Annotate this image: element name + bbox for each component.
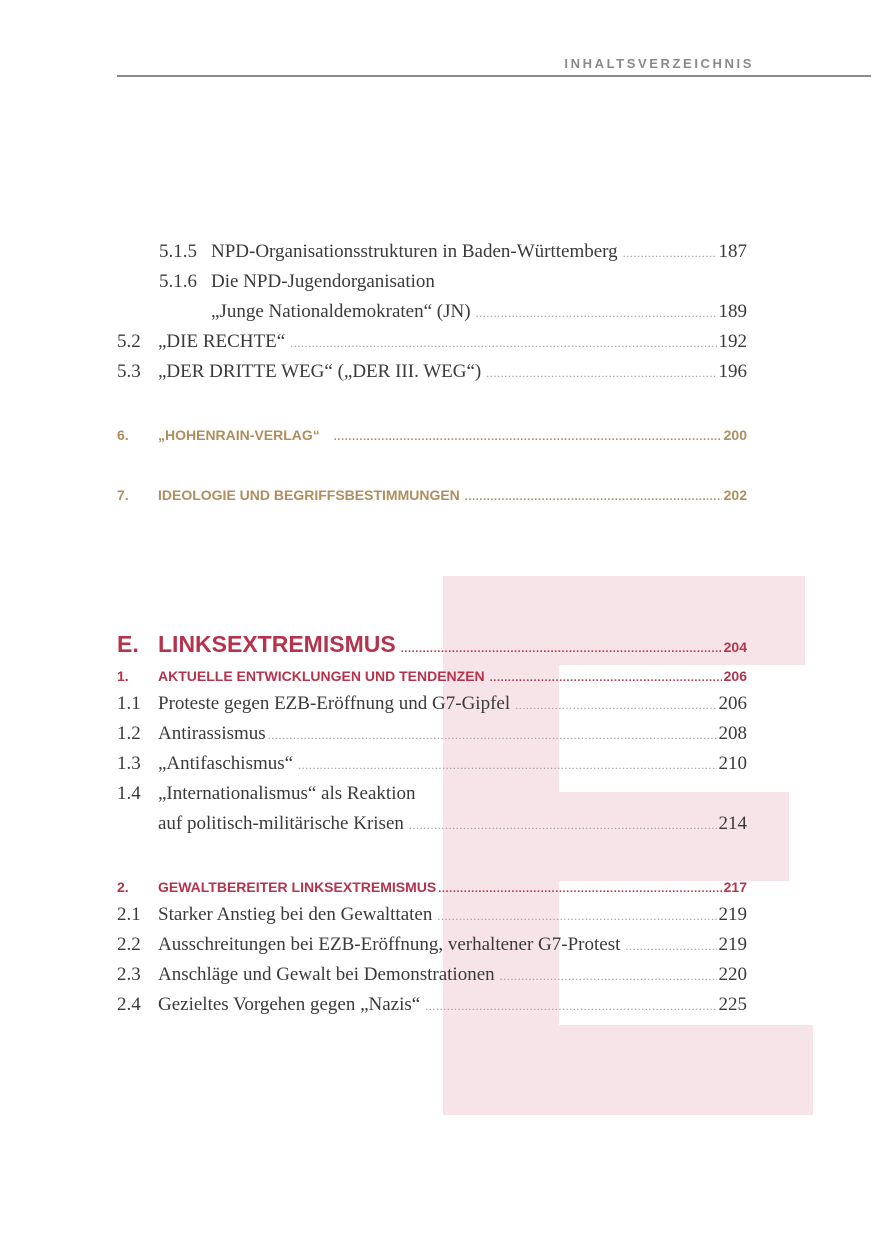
toc-title: „Antifaschismus“: [158, 753, 294, 774]
toc-entry[interactable]: [117, 753, 747, 775]
toc-page: 206: [718, 693, 747, 714]
decorative-letter-e-bottom: [559, 1025, 813, 1115]
toc-number: 1.: [117, 668, 129, 684]
toc-leader: [425, 999, 716, 1014]
toc-page: 200: [723, 427, 747, 443]
toc-page: 208: [718, 723, 747, 744]
toc-title: Antirassismus: [158, 723, 266, 744]
toc-page: 202: [723, 487, 747, 503]
toc-entry[interactable]: [117, 301, 747, 323]
toc-title: Anschläge und Gewalt bei Demonstrationen: [158, 964, 495, 985]
toc-title: NPD-Organisationsstrukturen in Baden-Württemberg: [211, 241, 618, 262]
toc-section[interactable]: [117, 668, 747, 684]
toc-title: Gezieltes Vorgehen gegen „Nazis“: [158, 994, 421, 1015]
toc-number: 2.4: [117, 994, 141, 1015]
toc-title: IDEOLOGIE UND BEGRIFFSBESTIMMUNGEN: [158, 487, 460, 503]
toc-page: 192: [718, 331, 747, 352]
toc-leader: [268, 728, 717, 743]
toc-number: 6.: [117, 427, 129, 443]
toc-number: 5.2: [117, 331, 141, 352]
running-header: INHALTSVERZEICHNIS: [564, 56, 754, 71]
toc-title: „Internationalismus“ als Reaktion: [158, 783, 416, 804]
toc-chapter[interactable]: [117, 631, 747, 658]
toc-entry[interactable]: [117, 783, 747, 805]
toc-page: 217: [723, 879, 747, 895]
toc-title: auf politisch-militärische Krisen: [158, 813, 404, 834]
toc-title: „Junge Nationaldemokraten“ (JN): [211, 301, 471, 322]
toc-number: 1.3: [117, 753, 141, 774]
toc-page: 225: [718, 994, 747, 1015]
toc-page: 204: [723, 639, 747, 655]
toc-leader: [334, 431, 722, 443]
toc-page: 219: [718, 934, 747, 955]
toc-leader: [401, 643, 722, 655]
toc-leader: [625, 939, 716, 954]
toc-title: Proteste gegen EZB-Eröffnung und G7-Gipfel: [158, 693, 511, 714]
toc-title: GEWALTBEREITER LINKSEXTREMISMUS: [158, 879, 437, 895]
toc-title: Die NPD-Jugendorganisation: [211, 271, 435, 292]
toc-leader: [500, 969, 717, 984]
toc-entry[interactable]: [117, 964, 747, 986]
toc-leader: [409, 818, 717, 833]
toc-number: 5.1.6: [159, 271, 197, 292]
toc-entry[interactable]: [117, 994, 747, 1016]
toc-title: LINKSEXTREMISMUS: [158, 631, 396, 657]
toc-title: AKTUELLE ENTWICKLUNGEN UND TENDENZEN: [158, 668, 485, 684]
toc-number: 1.1: [117, 693, 141, 714]
toc-section[interactable]: [117, 427, 747, 443]
toc-page: 214: [718, 813, 747, 834]
toc-leader: [490, 672, 722, 684]
toc-number: 1.4: [117, 783, 141, 804]
toc-number: 2.3: [117, 964, 141, 985]
toc-page: 220: [718, 964, 747, 985]
toc-number: 7.: [117, 487, 129, 503]
toc-page: 219: [718, 904, 747, 925]
toc-entry[interactable]: [117, 934, 747, 956]
toc-entry[interactable]: [117, 904, 747, 926]
toc-title: „DIE RECHTE“: [158, 331, 286, 352]
toc-title: „HOHENRAIN-VERLAG“: [158, 427, 320, 443]
toc-leader: [437, 909, 716, 924]
toc-section[interactable]: [117, 487, 747, 503]
toc-leader: [290, 336, 716, 351]
toc-leader: [486, 366, 716, 381]
toc-section[interactable]: [117, 879, 747, 895]
toc-leader: [298, 758, 716, 773]
toc-number: 1.2: [117, 723, 141, 744]
toc-entry[interactable]: [117, 271, 747, 293]
toc-number: 2.1: [117, 904, 141, 925]
toc-leader: [623, 246, 717, 261]
toc-title: Starker Anstieg bei den Gewalttaten: [158, 904, 433, 925]
toc-entry[interactable]: [117, 331, 747, 353]
toc-leader: [476, 306, 717, 321]
toc-entry[interactable]: [117, 361, 747, 383]
toc-number: 2.2: [117, 934, 141, 955]
toc-page: 196: [718, 361, 747, 382]
toc-title: Ausschreitungen bei EZB-Eröffnung, verhaltener G7-Protest: [158, 934, 621, 955]
toc-entry[interactable]: [117, 693, 747, 715]
toc-entry[interactable]: [117, 813, 747, 835]
toc-leader: [515, 698, 716, 713]
toc-number: 2.: [117, 879, 129, 895]
toc-page: 206: [723, 668, 747, 684]
toc-leader: [438, 883, 721, 895]
toc-entry[interactable]: [117, 241, 747, 263]
toc-page: 189: [718, 301, 747, 322]
toc-page: 187: [718, 241, 747, 262]
toc-title: „DER DRITTE WEG“ („DER III. WEG“): [158, 361, 482, 382]
toc-page: 210: [718, 753, 747, 774]
toc-number: 5.1.5: [159, 241, 197, 262]
toc-leader: [465, 491, 722, 503]
decorative-letter-e-middle: [559, 792, 789, 881]
toc-entry[interactable]: [117, 723, 747, 745]
toc-number: 5.3: [117, 361, 141, 382]
header-rule: [117, 75, 871, 77]
toc-number: E.: [117, 631, 139, 657]
